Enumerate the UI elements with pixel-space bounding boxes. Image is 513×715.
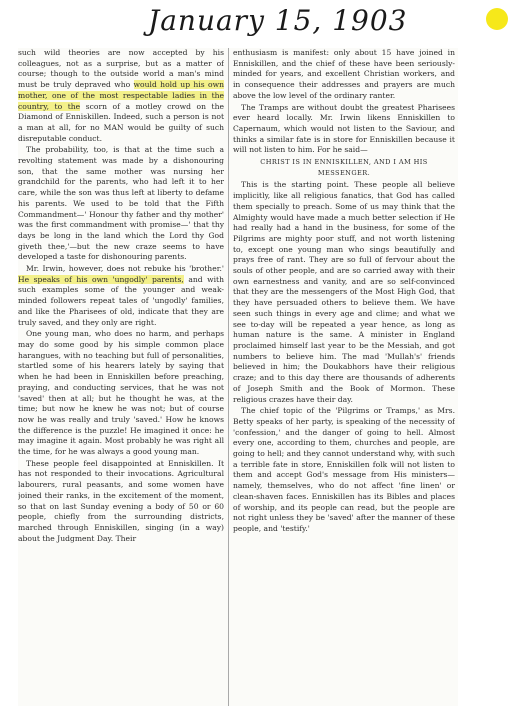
right-paragraph-1: enthusiasm is manifest: only about 15 have joined in Enniskillen, and the chief of these have been seriously-minded for years, and excellent Christian workers, and in consequence their addresses and prayers are much above the low level of the ordinary ranter.	[233, 48, 455, 100]
highlighted-text-parents: He speaks of his own 'ungodly' parents,	[18, 274, 184, 284]
right-column	[233, 48, 455, 706]
left-paragraph-3	[18, 264, 224, 328]
left-paragraph-3-end: and with such examples some of the younger and weak-minded followers repeat tales of 'ungodly' families, and like the Pharisees of old, indicate that they are truly saved, and they only are right.	[18, 274, 224, 327]
right-paragraph-4: The chief topic of the 'Pilgrims or Tramps,' as Mrs. Betty speaks of her party, is speaking of the necessity of 'confession,' and the danger of going to hell. Almost every one, according to them, churches and people, are going to hell; and they cannot understand why, with such a terrible fate in store, Enniskillen folk will not listen to them and accept God's message from His ministers—namely, themselves, who do not affect 'fine linen' or clean-shaven faces. Enniskillen has its Bibles and places of worship, and its people can read, but the people are not right unless they be 'saved' after the manner of these people, and 'testify.'	[233, 406, 455, 533]
left-paragraph-1-start: such wild theories are now accepted by his colleagues, not as a surprise, but as a matter of course; though to the outside world a man's mind must be truly depraved who	[18, 48, 224, 90]
highlighted-text-mother: would hold up his own mother, one of the most respectable ladies in the country, to the	[18, 80, 224, 111]
left-paragraph-1	[18, 48, 224, 144]
left-column	[18, 48, 224, 706]
column-divider	[228, 48, 229, 706]
yellow-marker-dot	[486, 8, 508, 30]
left-paragraph-2: The probability, too, is that at the time such a revolting statement was made by a dishonouring son, that the same mother was nursing her grandchild for the parents, who had left it to her care, while the son was thus left at liberty to defame his parents. We used to be told that the Fifth Commandment—' Honour thy father and thy mother' was the first commandment with promise—' that thy days be long in the land which the Lord thy God giveth thee,'—but the new craze seems to have developed a taste for dishonouring parents.	[18, 145, 224, 262]
right-paragraph-2: The Tramps are without doubt the greatest Pharisees ever heard locally. Mr. Irwin likens Enniskillen to Capernaum, which would not listen to the Saviour, and thinks a similar fate is in store for Enniskillen because it will not listen to him. For he said—	[233, 102, 455, 155]
newspaper-clipping	[18, 48, 458, 706]
right-paragraph-3: This is the starting point. These people all believe implicitly, like all religious fanatics, that God has called them specially to preach. Some of us may think that the Almighty would have made a much better selection if He had really had a hand in the business, for some of the Pilgrims are mighty poor stuff, and not worth listening to, except one young man who sings beautifully and prays free of rant. They are so full of fervour about the souls of other people, and are so carried away with their own earnestness and vanity, and are so self-convinced that they are the messengers of the Most High God, that they have persuaded others to believe them. We have seen such things in every age and clime; and what we see to-day will be repeated a year hence, as long as human nature is the same. A minister in England proclaimed himself last year to be the Messiah, and got numbers to believe him. The mad 'Mullah's' friends believed in him; the Doukabhors have their religious craze; and to this day there are thousands of adherents of Joseph Smith and the Book of Mormon. These religious crazes have their day.	[233, 180, 455, 404]
section-heading: CHRIST IS IN ENNISKILLEN, AND I AM HIS MESSENGER.	[260, 158, 428, 177]
left-paragraph-5: These people feel disappointed at Enniskillen. It has not responded to their invocations. Agricultural labourers, rural peasants, and some women have joined their ranks, in the excitement of the moment, so that on last Sunday evening a body of 50 or 60 people, chiefly from the surrounding districts, marched through Enniskillen, singing (in a way) about the Judgment Day. Their	[18, 458, 224, 543]
left-paragraph-1-end: scorn of a motley crowd on the Diamond of Enniskillen. Indeed, such a person is not a man at all, for no MAN would be guilty of such disreputable conduct.	[18, 101, 224, 143]
left-paragraph-4: One young man, who does no harm, and perhaps may do some good by his simple common place harangues, with no teaching but full of personalities, startled some of his hearers lately by saying that when he had been in Enniskillen before preaching, praying, and conducting services, that he was not 'saved' then at all; but he thought he was, at the time; but now he knew he was not; but of course now he was really and truly 'saved.' How he knows the difference is the puzzle! He imagined it once: he may imagine it again. Most probably he was right all the time, for he was always a good young man.	[18, 329, 224, 457]
handwritten-date: January 15, 1903	[148, 4, 408, 37]
left-paragraph-3-start: Mr. Irwin, however, does not rebuke his 'brother.'	[26, 264, 224, 274]
